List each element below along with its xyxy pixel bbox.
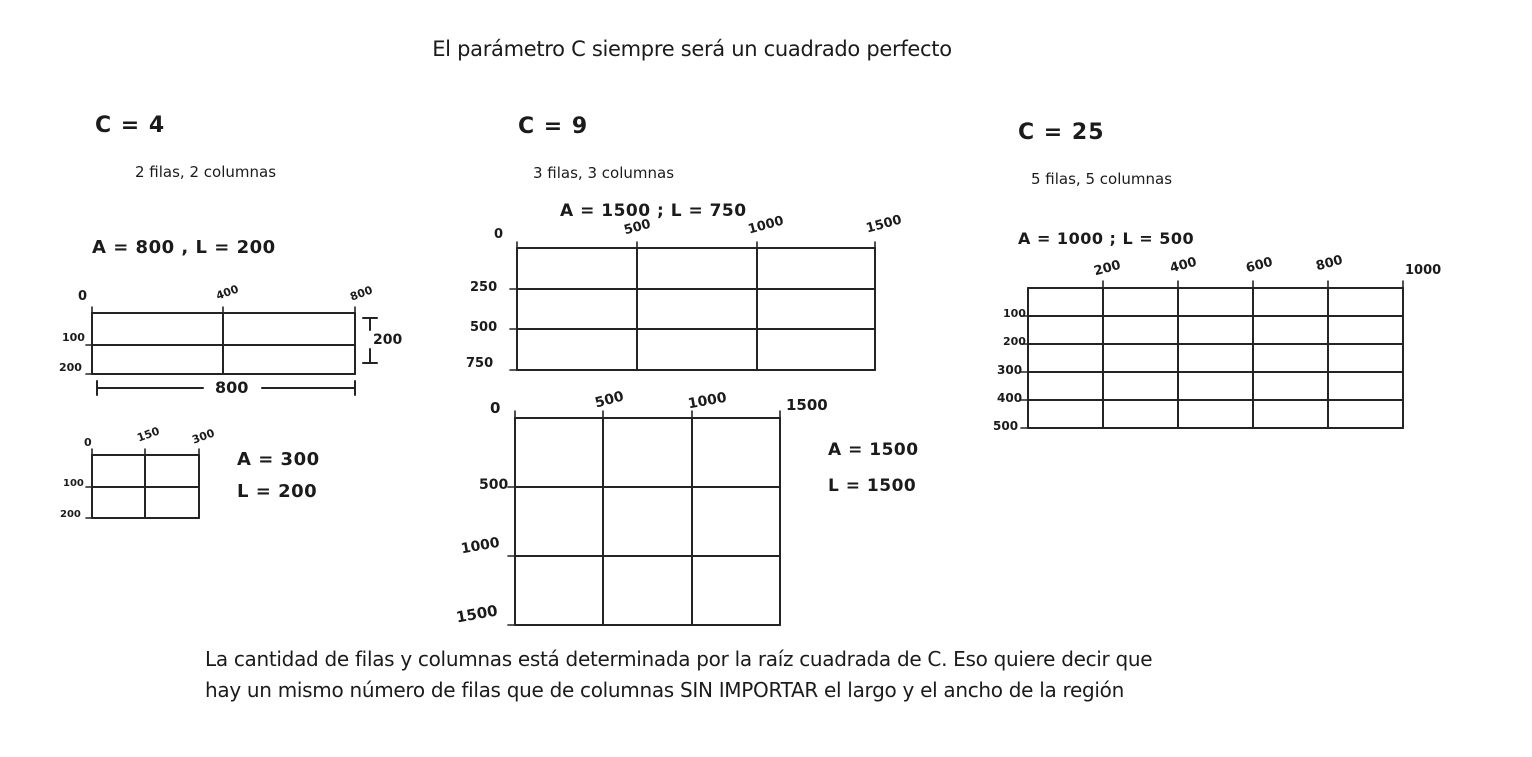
c4-grid-800x200-diagram	[85, 283, 420, 408]
x-tick-label: 0	[84, 436, 92, 449]
width-dimension-label: 800	[215, 378, 249, 397]
panel-c4-rows-columns-label: 2 filas, 2 columnas	[135, 163, 277, 181]
x-tick-label: 800	[1314, 252, 1345, 275]
y-tick-label: 1000	[459, 534, 501, 558]
y-tick-label: 300	[997, 363, 1023, 377]
y-tick-label: 250	[470, 280, 498, 295]
panel-c4-params-label: A = 800 , L = 200	[92, 237, 276, 258]
x-tick-label: 0	[78, 289, 88, 304]
length-label: L = 200	[237, 481, 318, 502]
y-tick-label: 500	[993, 419, 1019, 433]
footer-line-1: La cantidad de filas y columnas está determinada por la raíz cuadrada de C. Eso quiere decir que	[205, 647, 1153, 671]
c9-grid-1500x1500-diagram	[498, 405, 793, 635]
area-label: A = 300	[237, 449, 320, 470]
panel-c25-rows-columns-label: 5 filas, 5 columnas	[1031, 170, 1173, 188]
x-tick-label: 800	[348, 283, 375, 304]
height-dimension-label: 200	[373, 332, 403, 348]
x-tick-label: 300	[190, 426, 217, 447]
x-tick-label: 500	[593, 388, 626, 412]
panel-c25-heading: C = 25	[1018, 120, 1105, 145]
y-tick-label: 750	[466, 356, 494, 371]
x-tick-label: 1000	[686, 389, 728, 413]
panel-c9-params-label: A = 1500 ; L = 750	[560, 201, 747, 221]
c25-grid-1000x500-diagram	[988, 280, 1428, 435]
y-tick-label: 200	[60, 509, 81, 520]
length-label: L = 1500	[828, 476, 917, 496]
x-tick-label: 400	[1168, 254, 1199, 277]
x-tick-label: 1500	[864, 212, 904, 237]
x-tick-label: 0	[490, 399, 501, 417]
panel-c9-rows-columns-label: 3 filas, 3 columnas	[533, 164, 675, 182]
y-tick-label: 200	[59, 361, 82, 374]
y-tick-label: 400	[997, 391, 1023, 405]
x-tick-label: 1000	[1405, 263, 1442, 278]
x-tick-label: 1500	[786, 396, 828, 414]
y-tick-label: 100	[63, 478, 84, 489]
panel-c25-params-label: A = 1000 ; L = 500	[1018, 229, 1195, 248]
c4-grid-300x200-diagram	[78, 445, 238, 530]
y-tick-label: 500	[479, 477, 509, 493]
area-label: A = 1500	[828, 440, 919, 460]
x-tick-label: 400	[214, 282, 241, 303]
page-title: El parámetro C siempre será un cuadrado perfecto	[432, 37, 952, 61]
panel-c9-heading: C = 9	[518, 114, 589, 139]
c9-grid-1500x750-diagram	[505, 240, 900, 380]
x-tick-label: 200	[1092, 257, 1123, 280]
y-tick-label: 1500	[454, 601, 499, 627]
x-tick-label: 0	[494, 227, 504, 242]
x-tick-label: 1000	[746, 213, 786, 238]
panel-c4-heading: C = 4	[95, 113, 166, 138]
x-tick-label: 600	[1244, 254, 1275, 277]
y-tick-label: 200	[1003, 335, 1026, 348]
x-tick-label: 150	[135, 424, 162, 445]
y-tick-label: 100	[1003, 307, 1026, 320]
y-tick-label: 100	[62, 331, 85, 344]
y-tick-label: 500	[470, 320, 498, 335]
x-tick-label: 500	[622, 216, 653, 239]
footer-line-2: hay un mismo número de filas que de columnas SIN IMPORTAR el largo y el ancho de la región	[205, 678, 1124, 702]
